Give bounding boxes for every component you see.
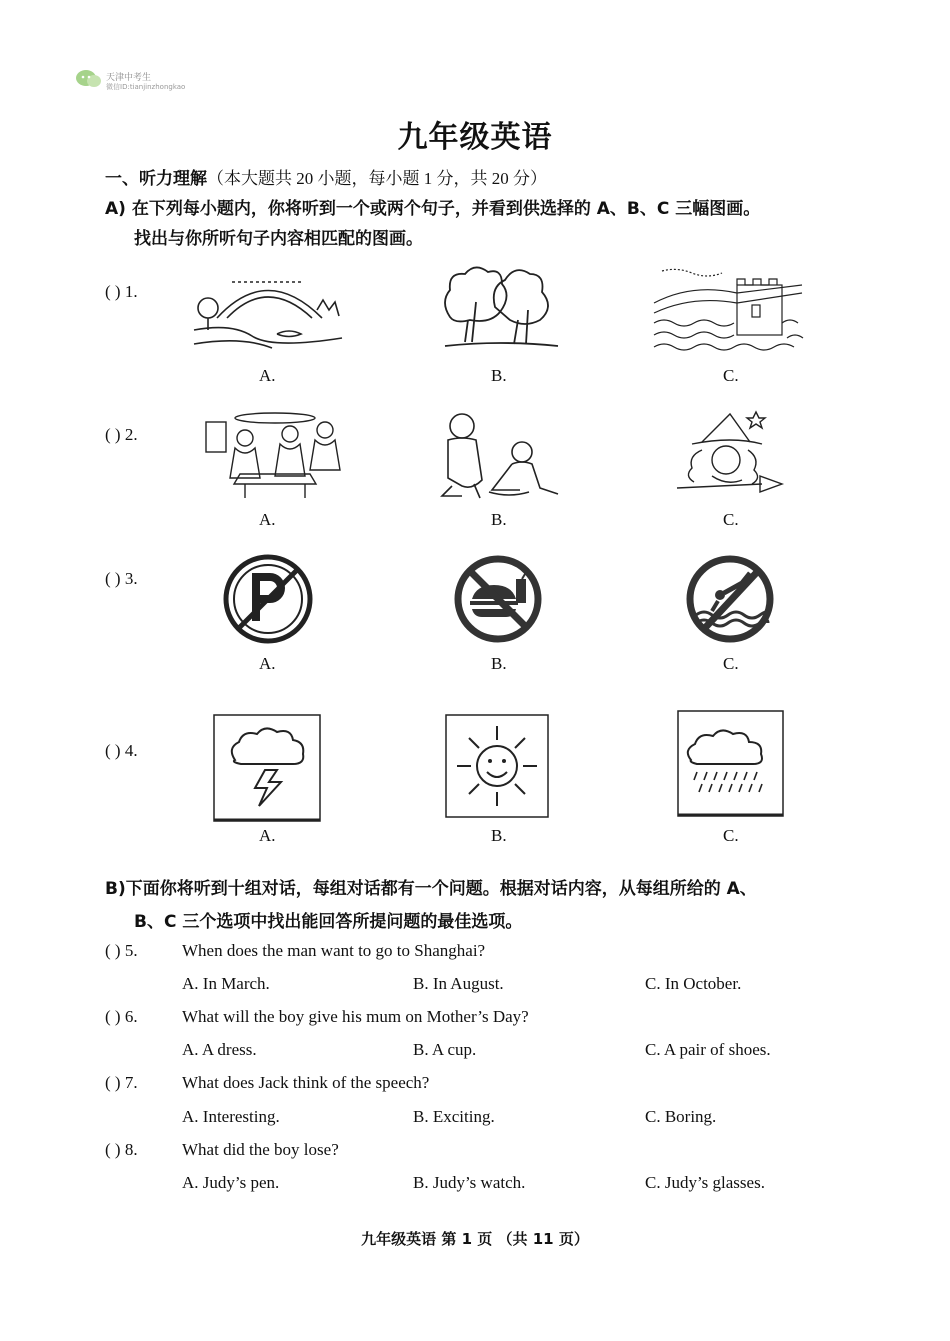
- question-6-label: ( ) 6.: [105, 1007, 138, 1026]
- question-8-option-b: B. Judy’s watch.: [413, 1173, 526, 1192]
- no-food-sign: [452, 553, 544, 645]
- question-1-option-c: C.: [723, 366, 739, 385]
- rainy-icon: [677, 710, 785, 818]
- question-5-option-c: C. In October.: [645, 974, 742, 993]
- question-7-option-a: A. Interesting.: [182, 1107, 280, 1126]
- question-3-option-a: A.: [259, 654, 276, 673]
- page-footer: 九年级英语 第 1 页 （共 11 页）: [361, 1230, 589, 1248]
- question-6-option-a: A. A dress.: [182, 1040, 257, 1059]
- question-7-option-b: B. Exciting.: [413, 1107, 495, 1126]
- logo-subtitle: 微信ID:tianjinzhongkao: [106, 83, 186, 91]
- question-8-option-c: C. Judy’s glasses.: [645, 1173, 765, 1192]
- question-5-label: ( ) 5.: [105, 941, 138, 960]
- question-8-option-a: A. Judy’s pen.: [182, 1173, 280, 1192]
- thunderstorm-icon: [213, 714, 322, 823]
- partB-instruction-1: B)下面你将听到十组对话，每组对话都有一个问题。根据对话内容，从每组所给的 A、: [105, 879, 757, 899]
- question-6-option-c: C. A pair of shoes.: [645, 1040, 771, 1059]
- question-4-label: ( ) 4.: [105, 741, 138, 760]
- logo-name: 天津中考生: [106, 73, 152, 83]
- question-3-option-b: B.: [491, 654, 507, 673]
- question-3-option-c: C.: [723, 654, 739, 673]
- question-7-text: What does Jack think of the speech?: [182, 1073, 430, 1092]
- trees-picture: [440, 262, 562, 350]
- question-7-label: ( ) 7.: [105, 1073, 138, 1092]
- partA-instruction-2: 找出与你所听句子内容相匹配的图画。: [134, 229, 423, 249]
- helping-injured-picture: [434, 408, 564, 506]
- question-1-option-a: A.: [259, 366, 276, 385]
- page-title: 九年级英语: [397, 120, 553, 155]
- question-1-option-b: B.: [491, 366, 507, 385]
- question-5-text: When does the man want to go to Shanghai?: [182, 941, 486, 960]
- question-4-option-b: B.: [491, 826, 507, 845]
- partB-instruction-2: B、C 三个选项中找出能回答所提问题的最佳选项。: [134, 912, 523, 932]
- partA-instruction-1: A) 在下列每小题内，你将听到一个或两个句子，并看到供选择的 A、B、C 三幅图画。: [105, 199, 761, 219]
- no-parking-sign: [222, 553, 314, 645]
- bridge-park-picture: [192, 268, 344, 352]
- question-1-label: ( ) 1.: [105, 282, 138, 301]
- logo-icon: [75, 68, 103, 90]
- question-6-option-b: B. A cup.: [413, 1040, 477, 1059]
- question-2-option-a: A.: [259, 510, 276, 529]
- doctors-operation-picture: [200, 408, 350, 500]
- question-2-label: ( ) 2.: [105, 425, 138, 444]
- no-swimming-sign: [682, 553, 778, 645]
- witch-on-broom-picture: [672, 406, 787, 502]
- question-7-option-c: C. Boring.: [645, 1107, 717, 1126]
- section-title: 一、听力理解: [105, 169, 207, 189]
- question-8-label: ( ) 8.: [105, 1140, 138, 1159]
- section-note: （本大题共 20 小题，每小题 1 分，共 20 分）: [207, 169, 547, 188]
- question-5-option-b: B. In August.: [413, 974, 504, 993]
- great-wall-picture: [652, 263, 807, 353]
- question-2-option-b: B.: [491, 510, 507, 529]
- question-8-text: What did the boy lose?: [182, 1140, 339, 1159]
- question-5-option-a: A. In March.: [182, 974, 270, 993]
- section-heading: [105, 164, 547, 189]
- question-4-option-c: C.: [723, 826, 739, 845]
- question-4-option-a: A.: [259, 826, 276, 845]
- question-6-text: What will the boy give his mum on Mother’s Day?: [182, 1007, 529, 1026]
- sunny-icon: [445, 714, 550, 819]
- question-3-label: ( ) 3.: [105, 569, 138, 588]
- question-2-option-c: C.: [723, 510, 739, 529]
